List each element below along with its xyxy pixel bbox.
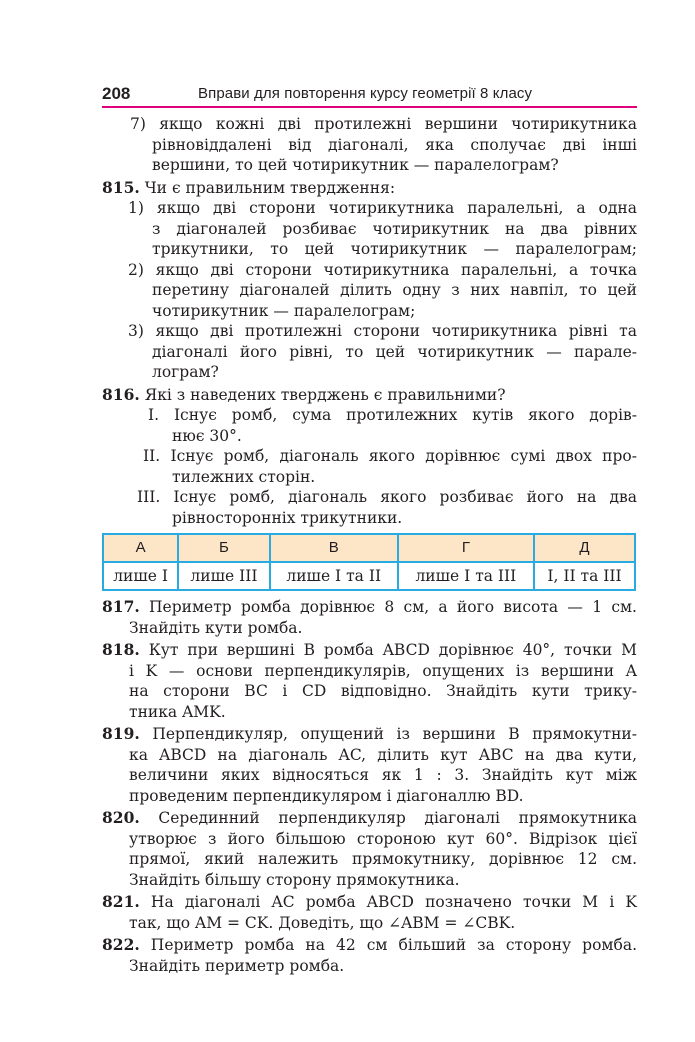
item-number: I. [148,406,160,424]
exercise-line: Знайдіть периметр ромба. [129,956,345,975]
exercise-number: 816. [102,384,140,404]
item-text: Існує ромб, діагональ якого розбиває його на два [173,488,637,506]
exercise-line: прямої, який належить прямокутнику, дорівнює 12 см. [129,850,637,868]
item-line [102,114,637,135]
exercise-line [102,640,637,661]
exercise-818 [102,640,637,722]
item-line [102,198,637,219]
exercise-816 [102,385,637,592]
exercise-number: 817. [102,597,140,616]
answer-letter: Б [178,534,269,562]
exercise-line: на сторони BC і CD відповідно. Знайдіть кути трику- [129,682,637,700]
exercise-number: 820. [102,808,140,827]
page-number: 208 [102,84,131,103]
exercise-text: Периметр ромба дорівнює 8 см, а його висота — 1 см. [149,598,637,616]
item-line: діагоналі його рівні, то цей чотирикутник — парале- [152,342,637,361]
exercise-number: 818. [102,640,140,659]
answer-value: лише III [178,562,269,590]
item-line: перетину діагоналей ділить одну з них навпіл, то цей [152,281,637,299]
exercise-814-item-7 [102,114,637,176]
item-line [102,446,637,467]
answer-value: лише I та II [270,562,398,590]
exercise-number: 819. [102,724,140,743]
item-number: II. [143,447,161,465]
item-line: тилежних сторін. [172,467,316,486]
exercise-line [102,724,637,745]
answer-value: лише I [103,562,178,590]
exercise-line [102,892,637,913]
exercise-text: На діагоналі AC ромба ABCD позначено точки M і K [150,893,637,911]
running-title: Вправи для повторення курсу геометрії 8 класу [198,85,533,102]
exercise-line: Знайдіть кути ромба. [129,618,303,637]
answer-letter: Г [398,534,534,562]
item-text: якщо дві сторони чотирикутника паралельні, а одна [156,199,637,217]
item-line: трикутники, то цей чотирикутник — паралелограм; [152,240,637,258]
exercise-number: 821. [102,892,140,911]
item-line: рівновіддалені від діагоналі, яка сполучає дві інші [152,135,637,154]
exercise-text: Периметр ромба на 42 см більший за сторону ромба. [150,936,637,954]
item-text: якщо дві сторони чотирикутника паралельні, а точка [155,260,637,279]
question-text: Які з наведених тверджень є правильними? [144,385,506,404]
answer-values-row [103,562,635,590]
exercise-number: 815. [102,177,140,197]
exercise-line: так, що AM = CK. Доведіть, що ∠ABM = ∠CBK. [129,913,516,932]
exercise-line [102,808,637,829]
exercise-817 [102,597,637,638]
item-line: рівносторонніх трикутники. [172,508,403,527]
exercise-821 [102,892,637,933]
exercise-819 [102,724,637,806]
page-content [102,114,637,976]
exercise-815 [102,178,637,383]
item-number: III. [137,488,161,506]
exercise-text: Кут при вершині B ромба ABCD дорівнює 40°, точки M [148,641,637,659]
answer-letters-row [103,534,635,562]
exercise-line: Знайдіть більшу сторону прямокутника. [129,870,460,889]
exercise-line: проведеним перпендикуляром і діагоналлю BD. [129,786,524,805]
item-text: якщо кожні дві протилежні вершини чотирикутника [159,115,637,133]
answer-value: лише I та III [398,562,534,590]
exercise-822 [102,935,637,976]
answer-value: I, II та III [534,562,635,590]
item-line: з діагоналей розбиває чотирикутник на два рівних [152,219,637,238]
item-line: вершини, то цей чотирикутник — паралелограм? [152,156,559,174]
item-line [102,321,637,342]
item-line: чотирикутник — паралелограм; [152,301,416,320]
item-number: 3) [128,322,144,340]
item-number: 1) [128,199,144,217]
page-header [102,82,637,108]
item-text: Існує ромб, діагональ якого дорівнює сумі двох про- [170,447,637,465]
exercise-line: утворює з його більшою стороною кут 60°. Відрізок цієї [129,829,637,848]
exercise-text: Перпендикуляр, опущений із вершини B прямокутни- [152,725,637,743]
question-text: Чи є правильним твердження: [144,178,396,197]
exercise-number: 822. [102,935,140,954]
answer-letter: А [103,534,178,562]
item-number: 7) [130,115,146,133]
exercise-question [102,385,637,406]
item-number: 2) [128,260,144,279]
item-line [102,260,637,281]
exercise-line: величини яких відносяться як 1 : 3. Знайдіть кут між [129,766,637,784]
item-text: якщо дві протилежні сторони чотирикутника рівні та [155,322,637,340]
exercise-line: і K — основи перпендикулярів, опущених із вершини A [129,661,637,680]
item-text: Існує ромб, сума протилежних кутів якого дорів- [173,406,637,424]
item-line [102,405,637,426]
exercise-line: ка ABCD на діагональ AC, ділить кут ABC на два кути, [129,745,637,764]
item-line: нює 30°. [172,426,242,445]
exercise-line: тника AMK. [129,702,226,721]
answer-letter: В [270,534,398,562]
exercise-line [102,597,637,618]
exercise-820 [102,808,637,890]
item-line: лограм? [152,363,219,381]
exercise-line [102,935,637,956]
answer-letter: Д [534,534,635,562]
item-line [102,487,637,508]
exercise-text: Серединний перпендикуляр діагоналі прямокутника [158,809,637,827]
answer-options-table [102,533,636,591]
exercise-question [102,178,637,199]
